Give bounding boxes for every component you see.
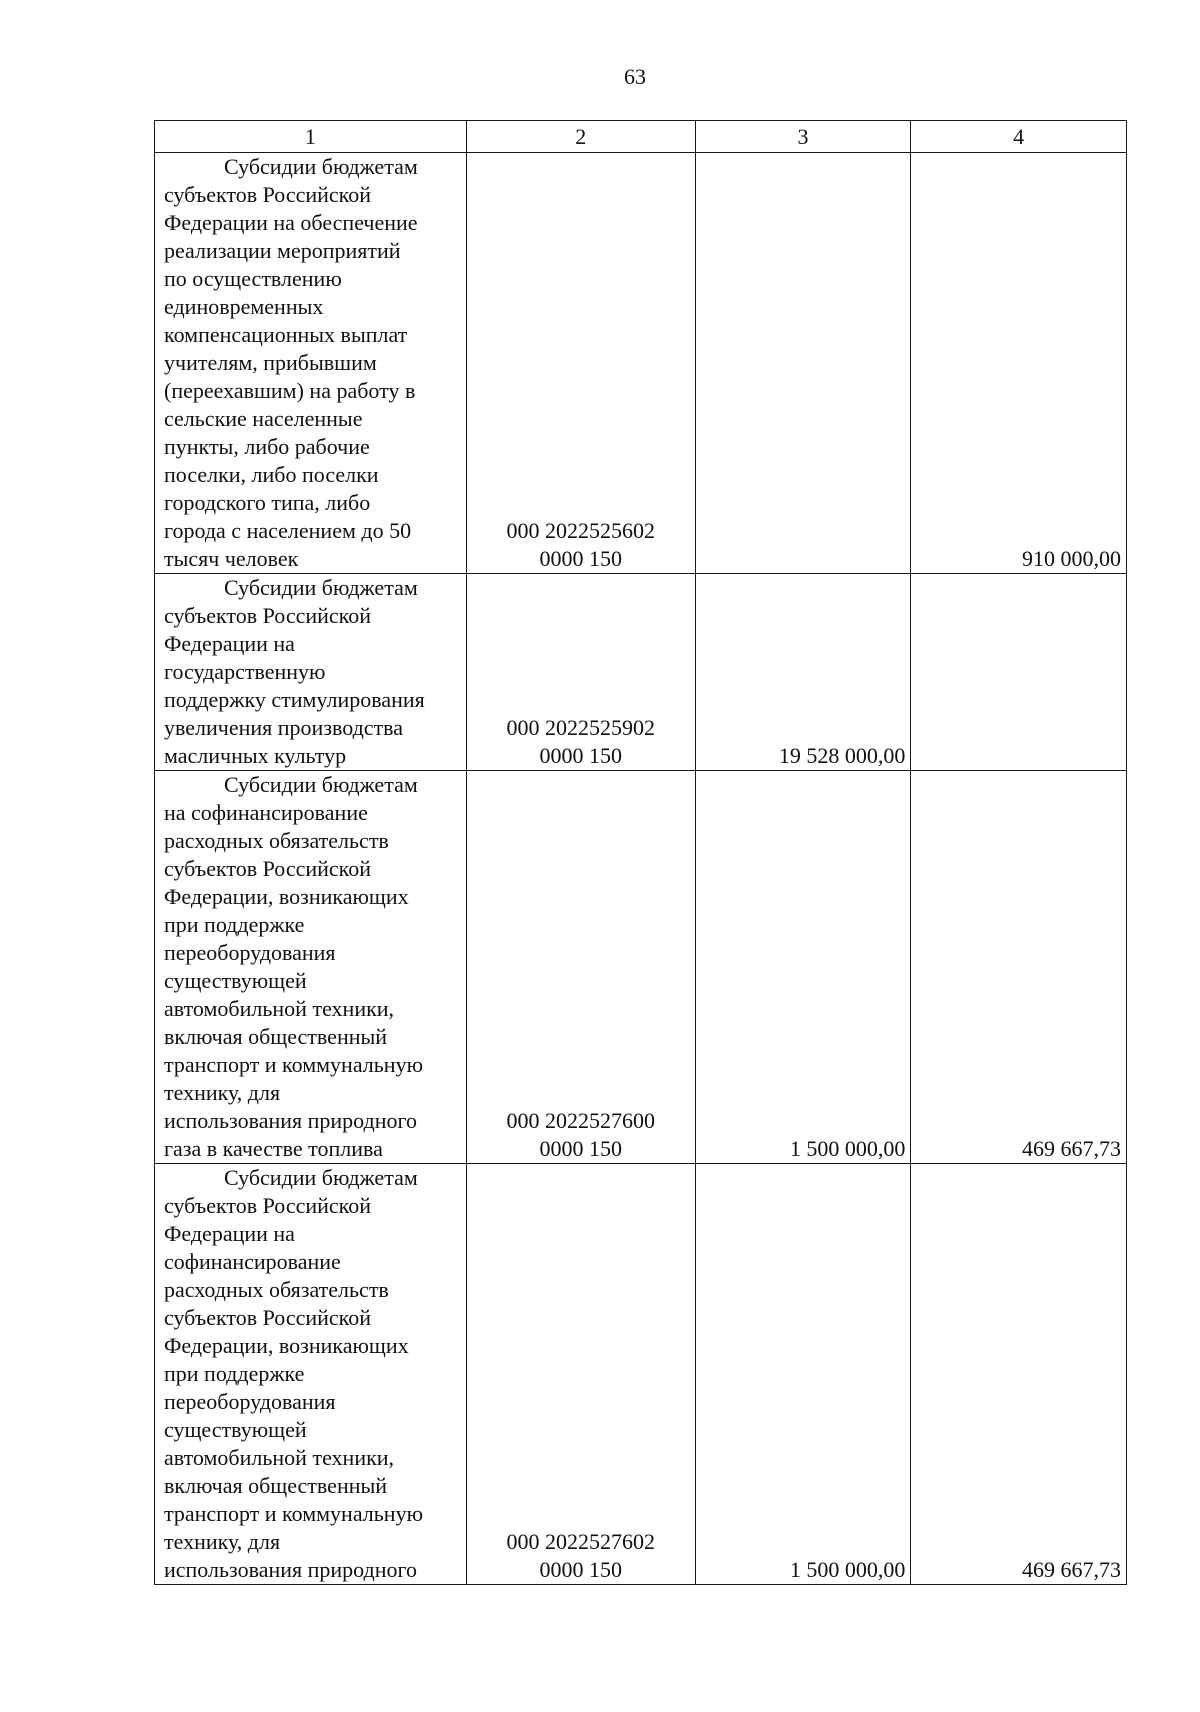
row-name-line: существующей [164, 1417, 307, 1442]
table-row [155, 1164, 1127, 1585]
budget-table [154, 120, 1127, 1585]
row-name-line: включая общественный [164, 1473, 388, 1498]
row-name-line: софинансирование [164, 1249, 341, 1274]
table-row [155, 771, 1127, 1164]
row-name-line: переоборудования [164, 940, 336, 965]
row-code-line: 000 2022527600 [506, 1108, 655, 1133]
row-code-line: 0000 150 [539, 1557, 622, 1582]
row-name-line: технику, для [164, 1080, 281, 1105]
row-name-line: Субсидии бюджетам [224, 1165, 418, 1190]
row-name-line: транспорт и коммунальную [164, 1501, 424, 1526]
row-name-line: расходных обязательств [164, 828, 389, 853]
row-name-line: увеличения производства [164, 715, 404, 740]
row-code-line: 0000 150 [539, 743, 622, 768]
row-name-line: государственную [164, 659, 326, 684]
row-name-line: на софинансирование [164, 800, 368, 825]
row-name-cell [155, 1164, 467, 1585]
header-col-2: 2 [466, 121, 695, 153]
row-code-cell [466, 771, 695, 1164]
row-name-line: расходных обязательств [164, 1277, 389, 1302]
row-name-line: переоборудования [164, 1389, 336, 1414]
row-code-line: 000 2022525902 [506, 715, 655, 740]
row-col3-amount: 19 528 000,00 [695, 574, 911, 771]
header-col-1: 1 [155, 121, 467, 153]
row-col4-amount: 469 667,73 [911, 771, 1127, 1164]
header-row [155, 121, 1127, 153]
row-name-line: поселки, либо поселки [164, 462, 379, 487]
row-col3-amount [695, 153, 911, 574]
table-body [155, 153, 1127, 1585]
row-name-line: города с населением до 50 [164, 518, 412, 543]
row-name-line: Субсидии бюджетам [224, 154, 418, 179]
row-col4-amount: 910 000,00 [911, 153, 1127, 574]
row-name-line: субъектов Российской [164, 182, 372, 207]
row-name-line: субъектов Российской [164, 603, 372, 628]
row-col4-amount: 469 667,73 [911, 1164, 1127, 1585]
row-name-line: масличных культур [164, 743, 347, 768]
header-col-3: 3 [695, 121, 911, 153]
table-row [155, 153, 1127, 574]
row-name-line: реализации мероприятий [164, 238, 401, 263]
row-name-line: (переехавшим) на работу в [164, 378, 416, 403]
row-name-line: субъектов Российской [164, 1305, 372, 1330]
row-name-line: поддержку стимулирования [164, 687, 425, 712]
row-name-line: сельские населенные [164, 406, 363, 431]
row-name-cell [155, 771, 467, 1164]
header-col-4: 4 [911, 121, 1127, 153]
row-name-line: Федерации на [164, 1221, 295, 1246]
page-number: 63 [624, 64, 646, 89]
row-name-line: существующей [164, 968, 307, 993]
row-name-line: автомобильной техники, [164, 996, 395, 1021]
row-name-line: использования природного [164, 1557, 417, 1582]
row-name-line: Федерации, возникающих [164, 1333, 409, 1358]
row-name-line: газа в качестве топлива [164, 1136, 383, 1161]
row-code-line: 000 2022525602 [506, 518, 655, 543]
row-name-line: тысяч человек [164, 546, 299, 571]
row-name-line: Субсидии бюджетам [224, 575, 418, 600]
row-name-line: транспорт и коммунальную [164, 1052, 424, 1077]
row-name-line: автомобильной техники, [164, 1445, 395, 1470]
row-name-line: городского типа, либо [164, 490, 371, 515]
row-name-line: Федерации на обеспечение [164, 210, 418, 235]
row-name-line: Федерации на [164, 631, 295, 656]
row-name-line: компенсационных выплат [164, 322, 408, 347]
row-name-line: учителям, прибывшим [164, 350, 377, 375]
row-code-line: 0000 150 [539, 546, 622, 571]
table-row [155, 574, 1127, 771]
row-code-cell [466, 1164, 695, 1585]
row-name-line: Субсидии бюджетам [224, 772, 418, 797]
row-name-line: технику, для [164, 1529, 281, 1554]
row-name-line: субъектов Российской [164, 1193, 372, 1218]
row-name-line: пункты, либо рабочие [164, 434, 370, 459]
row-name-cell [155, 153, 467, 574]
row-code-cell [466, 574, 695, 771]
row-name-line: включая общественный [164, 1024, 388, 1049]
row-name-line: при поддержке [164, 1361, 305, 1386]
row-col3-amount: 1 500 000,00 [695, 771, 911, 1164]
row-name-line: субъектов Российской [164, 856, 372, 881]
row-col3-amount: 1 500 000,00 [695, 1164, 911, 1585]
row-name-line: единовременных [164, 294, 324, 319]
row-name-line: Федерации, возникающих [164, 884, 409, 909]
row-code-line: 0000 150 [539, 1136, 622, 1161]
row-name-line: использования природного [164, 1108, 417, 1133]
row-name-line: при поддержке [164, 912, 305, 937]
row-code-cell [466, 153, 695, 574]
row-name-line: по осуществлению [164, 266, 342, 291]
row-col4-amount [911, 574, 1127, 771]
row-code-line: 000 2022527602 [506, 1529, 655, 1554]
row-name-cell [155, 574, 467, 771]
